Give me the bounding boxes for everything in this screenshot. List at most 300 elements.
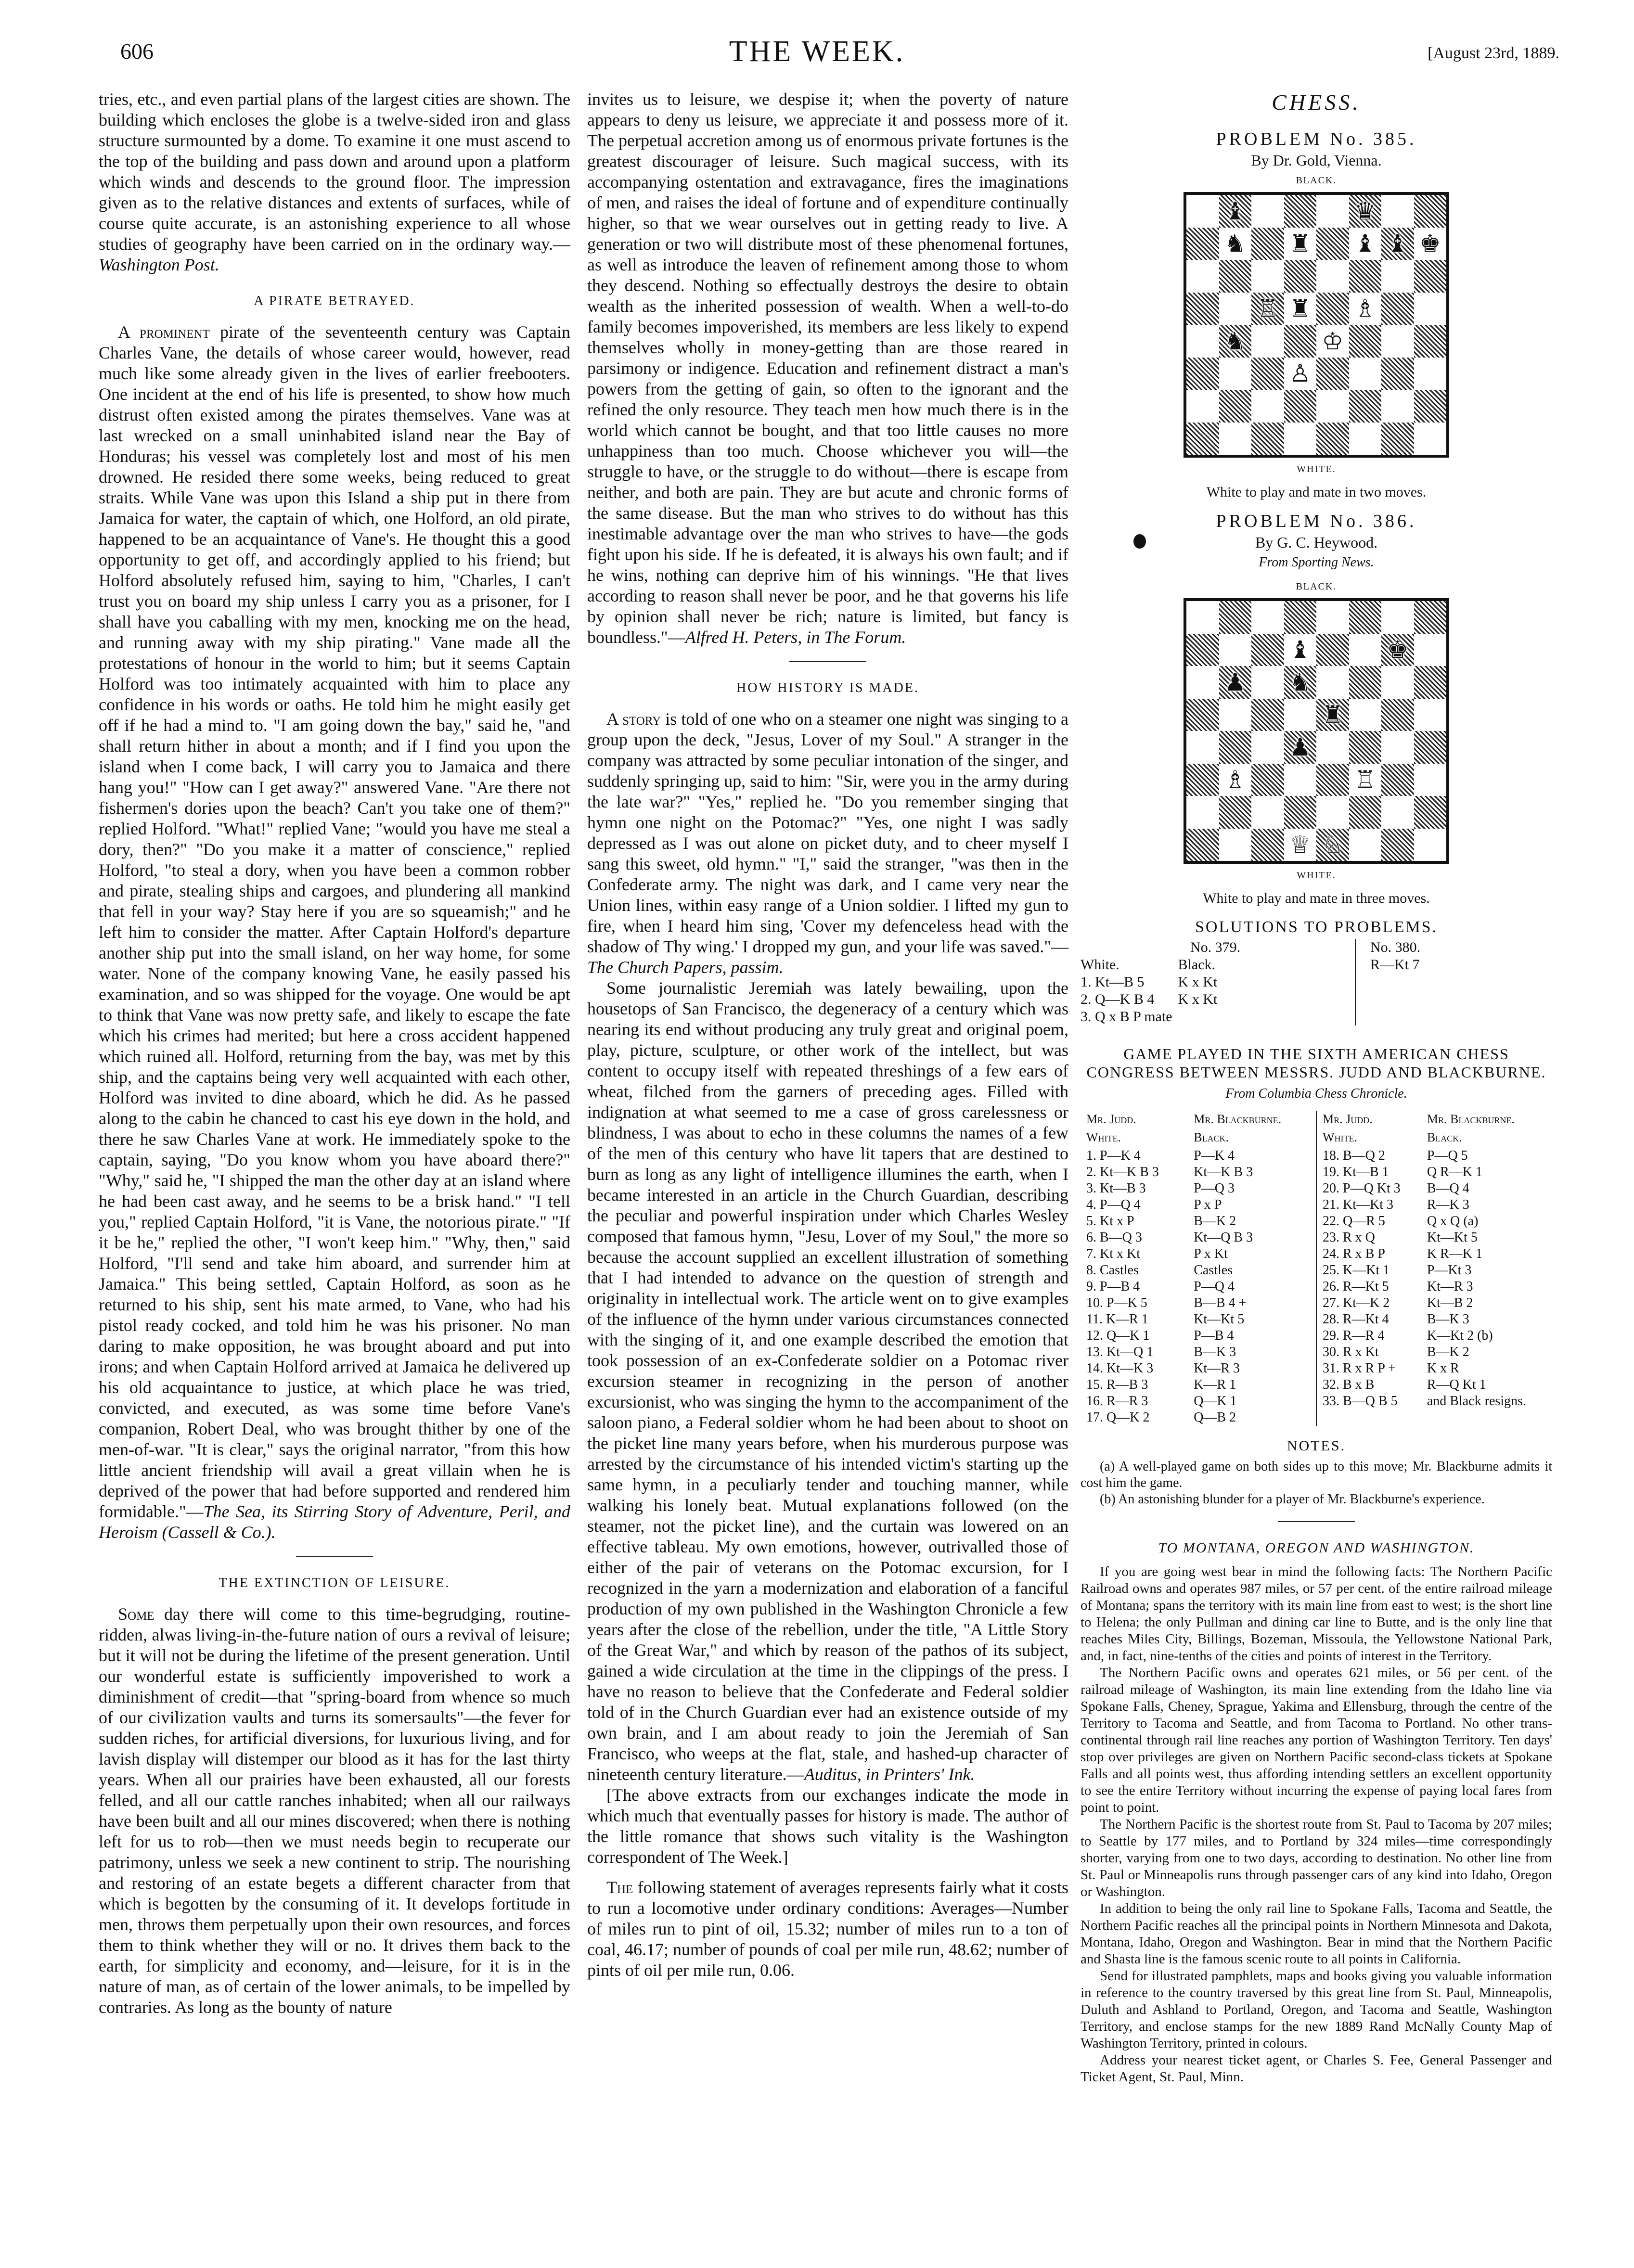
move-row bbox=[1081, 1246, 1316, 1262]
player-name: Mr. Judd. bbox=[1323, 1112, 1373, 1126]
board-square bbox=[1414, 601, 1447, 634]
chess-piece-icon bbox=[1219, 796, 1252, 829]
move-row bbox=[1317, 1393, 1552, 1409]
move-cell: R—Q Kt 1 bbox=[1427, 1377, 1486, 1392]
chess-piece-icon bbox=[1316, 260, 1349, 293]
board-square bbox=[1251, 634, 1284, 666]
move-cell: B—Q 4 bbox=[1427, 1181, 1469, 1196]
chess-piece-icon bbox=[1414, 325, 1447, 358]
board-square bbox=[1251, 325, 1284, 358]
chess-piece-icon bbox=[1251, 634, 1284, 666]
move-cell: P—Q 3 bbox=[1194, 1181, 1235, 1196]
game-moves bbox=[1081, 1111, 1552, 1426]
board-square bbox=[1349, 423, 1382, 455]
move-row bbox=[1081, 1328, 1316, 1344]
solution-move: K x Kt bbox=[1178, 991, 1218, 1007]
move-row bbox=[1317, 1213, 1552, 1230]
move-cell: K—Kt 2 (b) bbox=[1427, 1328, 1493, 1343]
board-square bbox=[1349, 293, 1382, 325]
chess-piece-icon: ♞ bbox=[1224, 230, 1246, 258]
chess-piece-icon bbox=[1381, 260, 1414, 293]
chess-piece-icon bbox=[1251, 358, 1284, 390]
chess-piece-icon bbox=[1316, 731, 1349, 764]
move-cell: 18. B—Q 2 bbox=[1323, 1148, 1385, 1163]
board-square bbox=[1284, 423, 1317, 455]
board-square bbox=[1219, 358, 1252, 390]
board-square bbox=[1316, 325, 1349, 358]
move-cell: P—B 4 bbox=[1194, 1328, 1234, 1343]
column-1 bbox=[99, 89, 570, 2018]
move-cell: P—Q 5 bbox=[1427, 1148, 1468, 1163]
move-row bbox=[1081, 1344, 1316, 1360]
move-cell: Kt—K B 3 bbox=[1194, 1165, 1253, 1179]
chess-piece-icon bbox=[1284, 764, 1317, 796]
solution-table bbox=[1081, 956, 1223, 1025]
chess-piece-icon bbox=[1381, 423, 1414, 455]
move-cell: 7. Kt x Kt bbox=[1086, 1246, 1140, 1261]
chess-piece-icon bbox=[1316, 764, 1349, 796]
move-row bbox=[1317, 1279, 1552, 1295]
chess-piece-icon bbox=[1414, 601, 1447, 634]
board-square bbox=[1219, 601, 1252, 634]
chess-piece-icon bbox=[1381, 764, 1414, 796]
move-row bbox=[1317, 1262, 1552, 1279]
board-square bbox=[1186, 423, 1219, 455]
moves-table bbox=[1317, 1111, 1552, 1409]
board-square bbox=[1284, 666, 1317, 699]
chess-piece-icon bbox=[1381, 601, 1414, 634]
move-cell: 32. B x B bbox=[1323, 1377, 1375, 1392]
board-square bbox=[1316, 699, 1349, 731]
chess-piece-icon bbox=[1251, 228, 1284, 260]
board-square bbox=[1219, 293, 1252, 325]
masthead-title: THE WEEK. bbox=[729, 35, 905, 68]
board-square bbox=[1284, 325, 1317, 358]
game-note: (a) A well-played game on both sides up to this move; Mr. Blackburne admits it cost him the game. bbox=[1081, 1459, 1552, 1490]
board-square bbox=[1219, 390, 1252, 423]
move-cell: K—R 1 bbox=[1194, 1377, 1236, 1392]
article-paragraph: The following statement of averages represents fairly what it costs to run a locomotive under ordinary conditions: Averages—Number of miles run to pint of oil, 15.32; number of miles run to a ton of coal, 46.17; number of pounds of coal per mile run, 48.62; number of pints of oil per mile run, 0.06. bbox=[587, 1878, 1068, 1980]
board-square bbox=[1219, 423, 1252, 455]
board-square bbox=[1251, 764, 1284, 796]
chess-piece-icon bbox=[1251, 796, 1284, 829]
section-divider bbox=[296, 1556, 373, 1557]
chess-piece-icon bbox=[1284, 699, 1317, 731]
board-square bbox=[1186, 601, 1219, 634]
move-cell: 24. R x B P bbox=[1323, 1246, 1385, 1261]
board-square bbox=[1349, 601, 1382, 634]
chess-piece-icon bbox=[1186, 228, 1219, 260]
move-row bbox=[1317, 1295, 1552, 1311]
issue-date: [August 23rd, 1889. bbox=[1428, 44, 1559, 62]
chess-piece-icon bbox=[1349, 666, 1382, 699]
chess-piece-icon bbox=[1381, 699, 1414, 731]
board-square bbox=[1284, 358, 1317, 390]
move-row bbox=[1317, 1148, 1552, 1164]
move-cell: Q R—K 1 bbox=[1427, 1165, 1482, 1179]
board-side-label: BLACK. bbox=[1296, 175, 1337, 186]
chess-piece-icon bbox=[1186, 195, 1219, 228]
board-square bbox=[1381, 423, 1414, 455]
article-heading: THE EXTINCTION OF LEISURE. bbox=[219, 1576, 450, 1590]
board-side-label: BLACK. bbox=[1296, 581, 1337, 592]
chess-piece-icon bbox=[1186, 601, 1219, 634]
board-square bbox=[1251, 731, 1284, 764]
chess-piece-icon: ♝ bbox=[1354, 230, 1376, 258]
moves-second-half bbox=[1317, 1111, 1552, 1426]
board-side-label: WHITE. bbox=[1297, 464, 1336, 474]
solution-move bbox=[1178, 1008, 1223, 1025]
move-cell: Q x Q (a) bbox=[1427, 1214, 1479, 1229]
board-square bbox=[1186, 731, 1219, 764]
chess-piece-icon bbox=[1186, 796, 1219, 829]
move-cell: 2. Kt—K B 3 bbox=[1086, 1165, 1159, 1179]
move-cell: P x Kt bbox=[1194, 1246, 1228, 1261]
chess-piece-icon bbox=[1349, 325, 1382, 358]
board-square bbox=[1251, 699, 1284, 731]
board-square bbox=[1251, 601, 1284, 634]
move-cell: 26. R—Kt 5 bbox=[1323, 1279, 1389, 1294]
move-row bbox=[1081, 1279, 1316, 1295]
move-cell: Q—K 1 bbox=[1194, 1394, 1237, 1409]
player-name: Mr. Blackburne. bbox=[1427, 1112, 1515, 1126]
chess-piece-icon bbox=[1186, 699, 1219, 731]
board-square bbox=[1316, 796, 1349, 829]
chess-piece-icon bbox=[1186, 260, 1219, 293]
chess-piece-icon bbox=[1349, 731, 1382, 764]
move-cell: 31. R x R P + bbox=[1323, 1361, 1396, 1376]
move-cell: B—K 2 bbox=[1427, 1345, 1469, 1359]
board-square bbox=[1251, 390, 1284, 423]
board-square bbox=[1284, 796, 1317, 829]
game-note: (b) An astonishing blunder for a player of Mr. Blackburne's experience. bbox=[1100, 1492, 1485, 1507]
solutions-block bbox=[1081, 939, 1552, 1025]
board-square bbox=[1219, 260, 1252, 293]
move-row bbox=[1081, 1377, 1316, 1393]
advert-paragraph: If you are going west bear in mind the following facts: The Northern Pacific Railroad owns and operates 987 miles, or 57 per cent. of the entire railroad mileage of Montana; spans the territory with its main line from east to west; is the short line to Helena; the only Pullman and dining car line to Butte, and is the only line that reaches Miles City, Billings, Bozeman, Missoula, the Yellowstone National Park, and, in fact, nine-tenths of the cities and points of interest in the Territory. bbox=[1081, 1564, 1552, 1664]
move-cell: 5. Kt x P bbox=[1086, 1214, 1134, 1229]
article-paragraph: Some day there will come to this time-begrudging, routine-ridden, alwas living-in-the-future nation of ours a revival of leisure; but it will not be during the lifetime of the present generation. Until our wonderful estate is sufficiently impoverished to work a diminishment of credit—that "spring-board from whence so much of our civilization vaults and turns its somersaults"—the fever for sudden riches, for artificial diversions, for luxurious living, and for lavish display will distemper our blood as it has for the last thirty years. When all our prairies have been exhausted, all our forests felled, and all our cattle ranches inhabited; when all our railways have been built and all our mines discovered; when there is nothing left for us to rob—then we must needs begin to recuperate our patrimony, unless we seek a new continent to strip. The nourishing and restoring of an estate begets a different character from that which is begotten by the consuming of it. It develops fortitude in men, throws them perpetually upon their own resources, and forces them to think whether they will or no. It drives them back to the earth, for simplicity and economy, and—leisure, for it is in the nature of man, as of certain of the lower animals, to be impelled by contraries. As long as the bounty of nature bbox=[99, 1604, 570, 2017]
board-square bbox=[1414, 829, 1447, 861]
solution-move: R—Kt 7 bbox=[1370, 957, 1420, 973]
board-square bbox=[1219, 699, 1252, 731]
chess-piece-icon bbox=[1381, 293, 1414, 325]
move-cell: R—K 3 bbox=[1427, 1197, 1469, 1212]
chess-piece-icon: ♞ bbox=[1289, 668, 1311, 696]
board-square bbox=[1219, 796, 1252, 829]
move-row bbox=[1317, 1328, 1552, 1344]
board-square bbox=[1381, 358, 1414, 390]
advert-title: TO MONTANA, OREGON AND WASHINGTON. bbox=[1158, 1540, 1475, 1556]
advert-paragraph: The Northern Pacific is the shortest route from St. Paul to Tacoma by 207 miles; to Seattle by 177 miles, and to Portland by 324 miles—time correspondingly shorter, varying from one to two days, according to destination. No other line from St. Paul or Minneapolis runs through passenger cars of any kind into Idaho, Oregon or Washington. bbox=[1081, 1817, 1552, 1899]
chess-piece-icon bbox=[1414, 764, 1447, 796]
board-square bbox=[1349, 731, 1382, 764]
board-square bbox=[1284, 699, 1317, 731]
board-square bbox=[1349, 796, 1382, 829]
move-row bbox=[1317, 1311, 1552, 1328]
board-square bbox=[1219, 634, 1252, 666]
move-cell: 22. Q—R 5 bbox=[1323, 1214, 1385, 1229]
board-square bbox=[1186, 634, 1219, 666]
chess-piece-icon bbox=[1316, 796, 1349, 829]
chess-section-title: CHESS. bbox=[1272, 90, 1361, 115]
chess-piece-icon: ♕ bbox=[1289, 831, 1311, 859]
chess-piece-icon bbox=[1349, 390, 1382, 423]
chess-piece-icon bbox=[1251, 731, 1284, 764]
move-row bbox=[1081, 1197, 1316, 1213]
article-paragraph: A story is told of one who on a steamer one night was singing to a group upon the deck, "Jesus, Lover of my Soul." A stranger in the company was attracted by some peculiar intonation of the singer, and suddenly springing up, said to him: "Sir, were you in the army during the late war?" "Yes," replied he. "Do you remember singing that hymn one night on the Potomac?" "Yes, one night I was sadly depressed as I was out alone on picket duty, and to cheer myself I sang this sweet, old hymn." "I," said the stranger, "was then in the Confederate army. The night was dark, and I came very near the Union lines, within easy range of a Union soldier. I lifted my gun to fire, when I heard him sing, 'Cover my defenceless head with the shadow of Thy wing.' I dropped my gun, and your life was saved."—The Church Papers, passim. bbox=[587, 709, 1069, 977]
chess-piece-icon: ♜ bbox=[1289, 295, 1311, 323]
board-square bbox=[1284, 829, 1317, 861]
board-square bbox=[1251, 666, 1284, 699]
side-label: White. bbox=[1086, 1130, 1121, 1144]
board-square bbox=[1414, 228, 1447, 260]
chess-piece-icon bbox=[1251, 325, 1284, 358]
board-square bbox=[1251, 423, 1284, 455]
advert-paragraph: Send for illustrated pamphlets, maps and books giving you valuable information in reference to the country traversed by this great line from St. Paul, Minneapolis, Duluth and Ashland to Portland, Oregon, and Tacoma and Seattle, Washington Territory, and enclose stamps for the new 1889 Rand McNally County Map of Washington Territory, printed in colours. bbox=[1081, 1968, 1552, 2051]
chess-board-problem-386 bbox=[1184, 598, 1449, 864]
chess-piece-icon bbox=[1284, 260, 1317, 293]
board-square bbox=[1186, 228, 1219, 260]
board-square bbox=[1316, 423, 1349, 455]
chess-piece-icon bbox=[1381, 731, 1414, 764]
chess-piece-icon bbox=[1414, 634, 1447, 666]
board-square bbox=[1186, 293, 1219, 325]
chess-piece-icon: ♝ bbox=[1224, 197, 1246, 225]
chess-piece-icon bbox=[1186, 358, 1219, 390]
board-square bbox=[1284, 260, 1317, 293]
chess-piece-icon bbox=[1349, 699, 1382, 731]
chess-piece-icon: ♗ bbox=[1354, 295, 1376, 323]
chess-piece-icon: ♟ bbox=[1289, 733, 1311, 761]
move-cell: P x P bbox=[1194, 1197, 1222, 1212]
col-header: Black. bbox=[1178, 957, 1216, 973]
chess-piece-icon bbox=[1414, 666, 1447, 699]
chess-piece-icon bbox=[1381, 358, 1414, 390]
chess-piece-icon: ♗ bbox=[1224, 766, 1246, 794]
chess-piece-icon bbox=[1414, 731, 1447, 764]
solution-number: No. 379. bbox=[1190, 939, 1241, 955]
board-square bbox=[1381, 195, 1414, 228]
problem-source: From Sporting News. bbox=[1259, 555, 1374, 570]
section-divider bbox=[789, 661, 866, 662]
move-cell: 30. R x Kt bbox=[1323, 1345, 1379, 1359]
chess-piece-icon bbox=[1186, 666, 1219, 699]
article-paragraph: invites us to leisure, we despise it; when the poverty of nature appears to deny us leisure, we appreciate it and possess more of it. The perpetual accretion among us of enormous private fortunes is the greatest discourager of leisure. Such magical success, with its accompanying ostentation and extravagance, fires the imaginations of men, and raises the ideal of fortune and of expenditure continually higher, so that we wear ourselves out in getting ready to live. A generation or two will distribute most of these phenomenal fortunes, as well as introduce the leaven of refinement among those to whom they descend. Nothing so effectually destroys the desire to obtain wealth as the inherited possession of wealth. When a well-to-do family becomes impoverished, its members are less likely to expend themselves wholly in money-getting than are those reared in parsimony or indigence. Education and refinement distract a man's powers from the getting of gain, so often to the ignorant and the refined the only resource. They teach men how much there is in the world which cannot be bought, and that too little causes no more unhappiness than too much. Choose whichever you will—the struggle to have, or the struggle to do without—there is escape from neither, and both are pain. They are but acute and chronic forms of the same disease. But the man who strives to do without has this inestimable advantage over the man who strives to have—the gods fight upon his side. If he is defeated, it is always his own fault; and if he wins, nothing can deprive him of his winnings. "He that lives according to reason shall never be poor, and he that governs his life by opinion shall never be rich; nature is limited, but fancy is boundless."—Alfred H. Peters, in The Forum. bbox=[587, 90, 1068, 647]
board-square bbox=[1349, 325, 1382, 358]
solution-move: 1. Kt—B 5 bbox=[1081, 974, 1145, 990]
move-cell: 1. P—K 4 bbox=[1086, 1148, 1141, 1163]
chess-piece-icon: ♙ bbox=[1289, 359, 1311, 388]
chess-piece-icon bbox=[1251, 764, 1284, 796]
move-cell: 6. B—Q 3 bbox=[1086, 1230, 1142, 1245]
chess-piece-icon bbox=[1251, 260, 1284, 293]
article-heading: A PIRATE BETRAYED. bbox=[254, 294, 415, 308]
move-cell: 29. R—R 4 bbox=[1323, 1328, 1385, 1343]
board-square bbox=[1349, 829, 1382, 861]
board-square bbox=[1414, 666, 1447, 699]
board-square bbox=[1219, 666, 1252, 699]
board-square bbox=[1414, 390, 1447, 423]
move-cell: P—Q 4 bbox=[1194, 1279, 1235, 1294]
chess-piece-icon bbox=[1414, 358, 1447, 390]
board-square bbox=[1186, 666, 1219, 699]
move-row bbox=[1317, 1246, 1552, 1262]
solution-move: K x Kt bbox=[1178, 974, 1218, 990]
chess-piece-icon bbox=[1219, 260, 1252, 293]
solution-move: 3. Q x B P mate bbox=[1081, 1009, 1172, 1025]
board-square bbox=[1186, 260, 1219, 293]
chess-piece-icon: ♜ bbox=[1289, 230, 1311, 258]
board-square bbox=[1186, 829, 1219, 861]
chess-piece-icon bbox=[1381, 390, 1414, 423]
board-square bbox=[1349, 666, 1382, 699]
move-row bbox=[1317, 1164, 1552, 1180]
board-square bbox=[1414, 699, 1447, 731]
solution-379 bbox=[1081, 939, 1356, 1025]
chess-piece-icon: ♞ bbox=[1224, 327, 1246, 355]
board-square bbox=[1316, 195, 1349, 228]
page-number: 606 bbox=[120, 39, 154, 64]
move-cell: 9. P—B 4 bbox=[1086, 1279, 1140, 1294]
problem-author: By G. C. Heywood. bbox=[1255, 534, 1378, 551]
chess-piece-icon bbox=[1316, 423, 1349, 455]
notes-title: NOTES. bbox=[1287, 1438, 1346, 1454]
chess-piece-icon bbox=[1284, 423, 1317, 455]
chess-piece-icon bbox=[1284, 601, 1317, 634]
move-cell: P—K 4 bbox=[1194, 1148, 1235, 1163]
board-square bbox=[1219, 764, 1252, 796]
board-square bbox=[1186, 390, 1219, 423]
chess-piece-icon bbox=[1186, 829, 1219, 861]
board-square bbox=[1316, 829, 1349, 861]
board-square bbox=[1186, 764, 1219, 796]
problem-title: PROBLEM No. 386. bbox=[1216, 511, 1417, 531]
move-row bbox=[1317, 1197, 1552, 1213]
move-cell: 33. B—Q B 5 bbox=[1323, 1394, 1398, 1409]
move-row bbox=[1081, 1164, 1316, 1180]
board-square bbox=[1251, 228, 1284, 260]
board-square bbox=[1381, 634, 1414, 666]
move-cell: 12. Q—K 1 bbox=[1086, 1328, 1150, 1343]
chess-piece-icon: ♟ bbox=[1224, 668, 1246, 696]
board-square bbox=[1414, 634, 1447, 666]
board-square bbox=[1284, 195, 1317, 228]
article-heading: HOW HISTORY IS MADE. bbox=[736, 680, 919, 695]
chess-piece-icon bbox=[1186, 634, 1219, 666]
board-square bbox=[1381, 601, 1414, 634]
board-square bbox=[1414, 260, 1447, 293]
move-cell: and Black resigns. bbox=[1427, 1394, 1526, 1409]
board-square bbox=[1316, 293, 1349, 325]
move-cell: 8. Castles bbox=[1086, 1263, 1139, 1278]
move-cell: B—K 2 bbox=[1194, 1214, 1236, 1229]
board-square bbox=[1381, 390, 1414, 423]
board-square bbox=[1316, 390, 1349, 423]
move-row bbox=[1081, 1213, 1316, 1230]
board-square bbox=[1316, 260, 1349, 293]
advert-paragraph: Address your nearest ticket agent, or Charles S. Fee, General Passenger and Ticket Agent, St. Paul, Minn. bbox=[1081, 2052, 1552, 2085]
board-square bbox=[1414, 764, 1447, 796]
move-row bbox=[1081, 1311, 1316, 1328]
board-square bbox=[1381, 699, 1414, 731]
move-row bbox=[1081, 1230, 1316, 1246]
solution-number: No. 380. bbox=[1370, 939, 1421, 955]
chess-piece-icon: ♔ bbox=[1322, 327, 1344, 355]
chess-piece-icon bbox=[1381, 195, 1414, 228]
problem-author: By Dr. Gold, Vienna. bbox=[1251, 152, 1382, 169]
board-square bbox=[1251, 829, 1284, 861]
chess-piece-icon bbox=[1219, 423, 1252, 455]
column-3 bbox=[1081, 89, 1552, 2086]
move-cell: 27. Kt—K 2 bbox=[1323, 1295, 1390, 1310]
chess-piece-icon bbox=[1284, 796, 1317, 829]
move-row bbox=[1317, 1230, 1552, 1246]
chess-piece-icon bbox=[1349, 601, 1382, 634]
move-cell: B—B 4 + bbox=[1194, 1295, 1247, 1310]
chess-piece-icon bbox=[1349, 796, 1382, 829]
move-cell: 3. Kt—B 3 bbox=[1086, 1181, 1146, 1196]
board-square bbox=[1381, 325, 1414, 358]
chess-piece-icon: ♚ bbox=[1419, 230, 1441, 258]
chess-piece-icon bbox=[1251, 699, 1284, 731]
board-square bbox=[1284, 634, 1317, 666]
board-square bbox=[1316, 228, 1349, 260]
chess-piece-icon bbox=[1316, 390, 1349, 423]
chess-piece-icon bbox=[1349, 829, 1382, 861]
move-row bbox=[1317, 1344, 1552, 1360]
board-square bbox=[1349, 699, 1382, 731]
chess-piece-icon bbox=[1284, 195, 1317, 228]
board-square bbox=[1381, 829, 1414, 861]
move-row bbox=[1081, 1360, 1316, 1377]
board-square bbox=[1381, 293, 1414, 325]
chess-piece-icon bbox=[1381, 829, 1414, 861]
board-square bbox=[1381, 796, 1414, 829]
move-cell: 11. K—R 1 bbox=[1086, 1312, 1148, 1327]
chess-piece-icon bbox=[1219, 634, 1252, 666]
chess-piece-icon bbox=[1381, 325, 1414, 358]
board-square bbox=[1219, 325, 1252, 358]
move-cell: K x R bbox=[1427, 1361, 1459, 1376]
problem-caption: White to play and mate in two moves. bbox=[1206, 484, 1427, 500]
move-cell: 23. R x Q bbox=[1323, 1230, 1375, 1245]
board-square bbox=[1186, 699, 1219, 731]
ink-blot bbox=[1133, 534, 1146, 549]
board-square bbox=[1414, 325, 1447, 358]
move-cell: Castles bbox=[1194, 1263, 1233, 1278]
chess-piece-icon bbox=[1316, 228, 1349, 260]
board-square bbox=[1349, 764, 1382, 796]
board-square bbox=[1251, 195, 1284, 228]
move-cell: K R—K 1 bbox=[1427, 1246, 1482, 1261]
chess-piece-icon bbox=[1251, 666, 1284, 699]
move-cell: 13. Kt—Q 1 bbox=[1086, 1345, 1154, 1359]
board-square bbox=[1349, 390, 1382, 423]
board-square bbox=[1381, 228, 1414, 260]
chess-piece-icon bbox=[1186, 293, 1219, 325]
chess-piece-icon bbox=[1414, 293, 1447, 325]
board-square bbox=[1284, 601, 1317, 634]
move-cell: Kt—Kt 5 bbox=[1194, 1312, 1245, 1327]
player-name: Mr. Blackburne. bbox=[1194, 1112, 1282, 1126]
board-square bbox=[1219, 195, 1252, 228]
board-side-label: WHITE. bbox=[1297, 870, 1336, 881]
board-square bbox=[1186, 195, 1219, 228]
chess-piece-icon bbox=[1414, 423, 1447, 455]
chess-piece-icon bbox=[1186, 423, 1219, 455]
board-square bbox=[1316, 764, 1349, 796]
